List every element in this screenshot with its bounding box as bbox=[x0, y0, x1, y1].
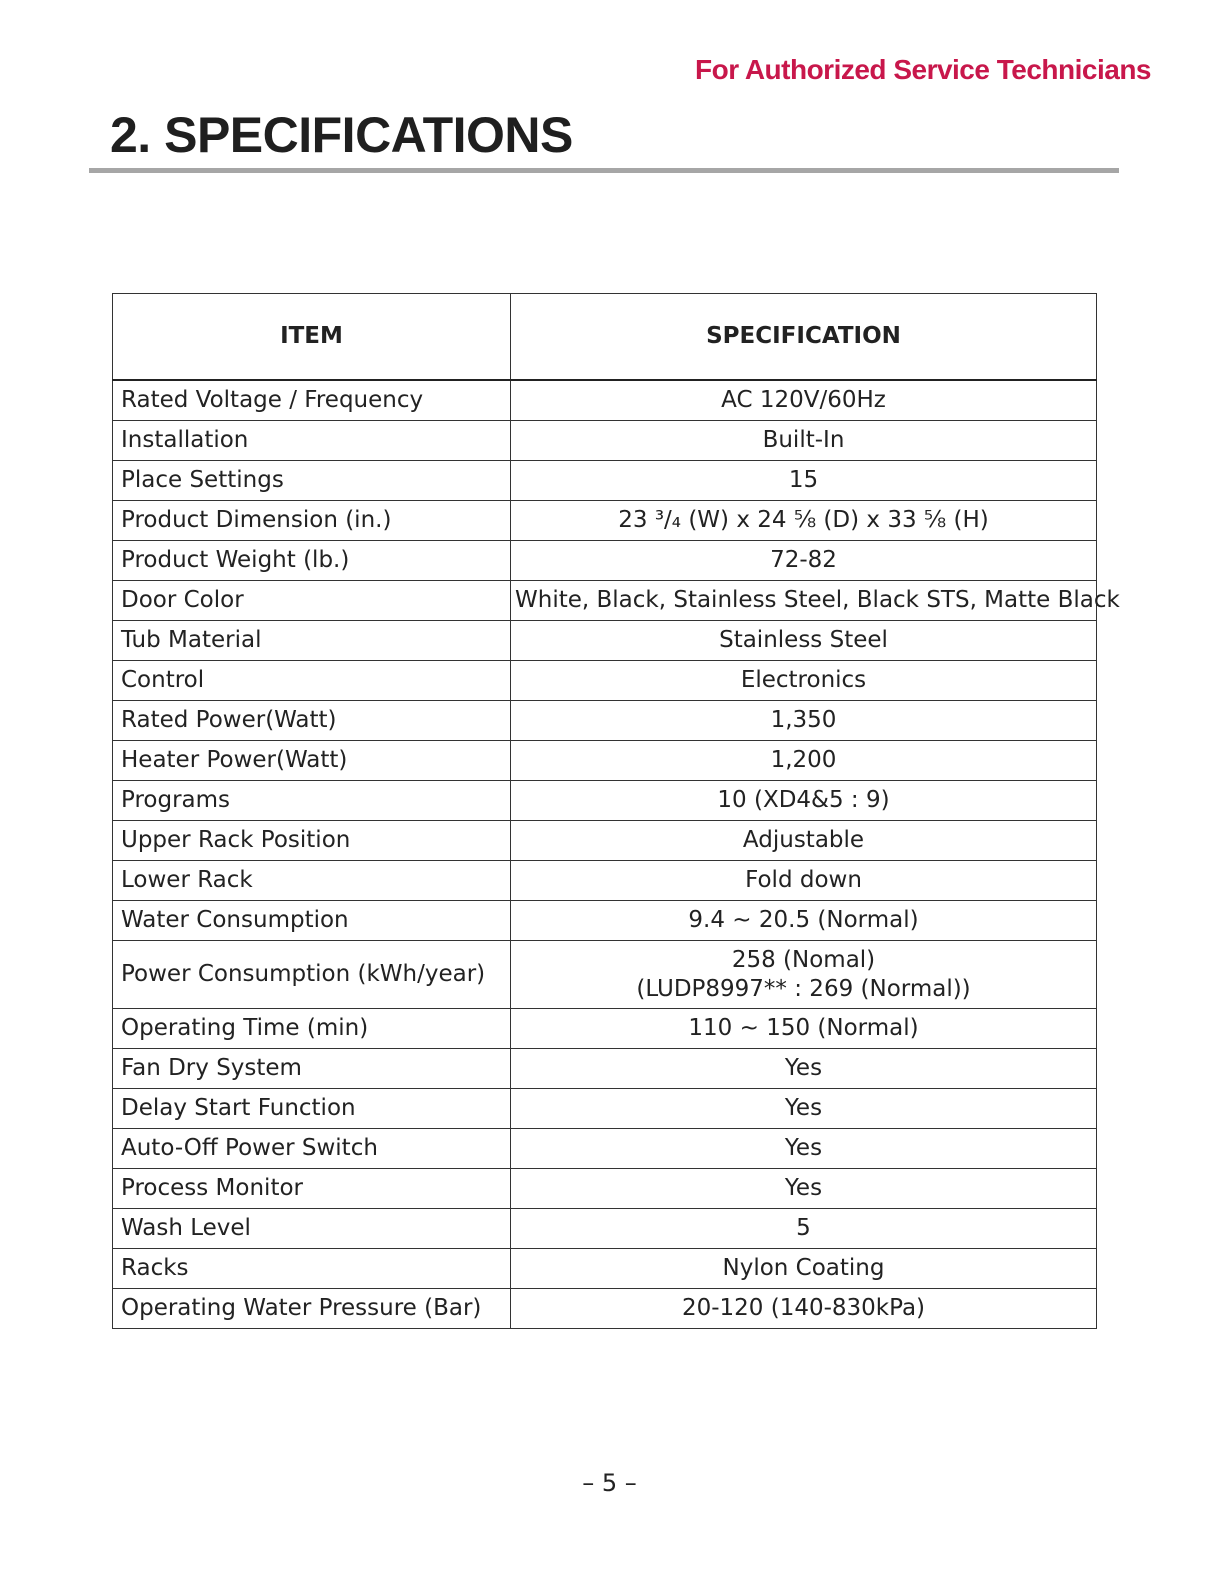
spec-value bbox=[511, 501, 1097, 541]
spec-value-line: 72-82 bbox=[770, 547, 837, 573]
spec-value-line: 1,200 bbox=[770, 747, 837, 773]
table-row bbox=[113, 661, 1097, 701]
spec-value bbox=[511, 461, 1097, 501]
table-row bbox=[113, 701, 1097, 741]
spec-item-label: Auto-Off Power Switch bbox=[113, 1129, 511, 1169]
spec-value-line: Fold down bbox=[745, 867, 862, 893]
spec-value bbox=[511, 1169, 1097, 1209]
page-title: 2. SPECIFICATIONS bbox=[110, 107, 573, 163]
table-row bbox=[113, 781, 1097, 821]
spec-value-line: Nylon Coating bbox=[722, 1255, 885, 1281]
spec-value bbox=[511, 621, 1097, 661]
table-row bbox=[113, 421, 1097, 461]
spec-value-line: Stainless Steel bbox=[719, 627, 888, 653]
spec-item-label: Racks bbox=[113, 1249, 511, 1289]
table-header bbox=[113, 294, 1097, 381]
spec-value bbox=[511, 1249, 1097, 1289]
spec-value-line: Adjustable bbox=[742, 827, 865, 853]
spec-item-label: Upper Rack Position bbox=[113, 821, 511, 861]
spec-item-label: Rated Voltage / Frequency bbox=[113, 380, 511, 421]
table-row bbox=[113, 741, 1097, 781]
title-divider bbox=[89, 168, 1119, 173]
column-header-specification: SPECIFICATION bbox=[511, 294, 1097, 381]
spec-value-line: 258 (Nomal) bbox=[731, 946, 876, 973]
spec-value bbox=[511, 861, 1097, 901]
table-row bbox=[113, 380, 1097, 421]
spec-item-label: Product Weight (lb.) bbox=[113, 541, 511, 581]
spec-item-label: Operating Water Pressure (Bar) bbox=[113, 1289, 511, 1329]
spec-value bbox=[511, 541, 1097, 581]
spec-value-line: White, Black, Stainless Steel, Black STS, Matte Black bbox=[515, 587, 1120, 613]
spec-item-label: Fan Dry System bbox=[113, 1049, 511, 1089]
table-row bbox=[113, 901, 1097, 941]
spec-value-line: Yes bbox=[784, 1135, 823, 1161]
table-row bbox=[113, 1049, 1097, 1089]
spec-item-label: Tub Material bbox=[113, 621, 511, 661]
spec-value-line: 1,350 bbox=[770, 707, 837, 733]
table-row bbox=[113, 581, 1097, 621]
spec-item-label: Process Monitor bbox=[113, 1169, 511, 1209]
page-number: – 5 – bbox=[582, 1469, 637, 1497]
spec-value bbox=[511, 741, 1097, 781]
spec-value-line: Yes bbox=[784, 1095, 823, 1121]
table-row bbox=[113, 1169, 1097, 1209]
spec-value-line: 10 (XD4&5 : 9) bbox=[717, 787, 890, 813]
authorized-technicians-note: For Authorized Service Technicians bbox=[694, 54, 1151, 85]
spec-value bbox=[511, 380, 1097, 421]
spec-value bbox=[511, 1289, 1097, 1329]
spec-item-label: Power Consumption (kWh/year) bbox=[113, 941, 511, 1009]
spec-item-label: Heater Power(Watt) bbox=[113, 741, 511, 781]
spec-item-label: Delay Start Function bbox=[113, 1089, 511, 1129]
table-row bbox=[113, 1009, 1097, 1049]
table-row bbox=[113, 1289, 1097, 1329]
table-row bbox=[113, 1089, 1097, 1129]
table-row bbox=[113, 1209, 1097, 1249]
spec-value-line: Built-In bbox=[762, 427, 845, 453]
table-header-row bbox=[113, 294, 1097, 381]
spec-value bbox=[511, 821, 1097, 861]
spec-item-label: Place Settings bbox=[113, 461, 511, 501]
table-row bbox=[113, 621, 1097, 661]
table-row bbox=[113, 1129, 1097, 1169]
spec-item-label: Door Color bbox=[113, 581, 511, 621]
spec-value bbox=[511, 781, 1097, 821]
spec-value bbox=[511, 661, 1097, 701]
spec-value bbox=[511, 1009, 1097, 1049]
spec-item-label: Lower Rack bbox=[113, 861, 511, 901]
spec-value bbox=[511, 941, 1097, 1009]
spec-value bbox=[511, 901, 1097, 941]
table-row bbox=[113, 861, 1097, 901]
spec-item-label: Installation bbox=[113, 421, 511, 461]
spec-item-label: Product Dimension (in.) bbox=[113, 501, 511, 541]
spec-value bbox=[511, 1049, 1097, 1089]
table-row bbox=[113, 541, 1097, 581]
spec-value-line: 20-120 (140-830kPa) bbox=[681, 1295, 926, 1321]
spec-item-label: Rated Power(Watt) bbox=[113, 701, 511, 741]
specifications-table bbox=[112, 293, 1120, 1329]
spec-value-line: Electronics bbox=[740, 667, 867, 693]
table-row bbox=[113, 1249, 1097, 1289]
spec-value-line: 5 bbox=[796, 1215, 811, 1241]
spec-value-line: 23 ³/₄ (W) x 24 ⅝ (D) x 33 ⅝ (H) bbox=[618, 507, 989, 533]
column-header-item: ITEM bbox=[113, 294, 511, 381]
spec-item-label: Wash Level bbox=[113, 1209, 511, 1249]
spec-value bbox=[511, 1129, 1097, 1169]
spec-value-line: AC 120V/60Hz bbox=[721, 387, 886, 413]
spec-value-line: (LUDP8997** : 269 (Normal)) bbox=[636, 975, 971, 1002]
table-row bbox=[113, 501, 1097, 541]
spec-item-label: Operating Time (min) bbox=[113, 1009, 511, 1049]
spec-value-line: Yes bbox=[784, 1175, 823, 1201]
spec-value bbox=[511, 581, 1120, 621]
spec-item-label: Control bbox=[113, 661, 511, 701]
spec-value bbox=[511, 421, 1097, 461]
spec-item-label: Water Consumption bbox=[113, 901, 511, 941]
table-body bbox=[113, 380, 1120, 1329]
spec-value bbox=[511, 701, 1097, 741]
spec-value-line: 110 ~ 150 (Normal) bbox=[688, 1015, 919, 1041]
spec-item-label: Programs bbox=[113, 781, 511, 821]
spec-value-line: 9.4 ~ 20.5 (Normal) bbox=[688, 907, 919, 933]
spec-value bbox=[511, 1209, 1097, 1249]
spec-value-line: Yes bbox=[784, 1055, 823, 1081]
table-row bbox=[113, 941, 1097, 1009]
spec-value-line: 15 bbox=[788, 467, 819, 493]
table-row bbox=[113, 821, 1097, 861]
spec-value bbox=[511, 1089, 1097, 1129]
table-row bbox=[113, 461, 1097, 501]
